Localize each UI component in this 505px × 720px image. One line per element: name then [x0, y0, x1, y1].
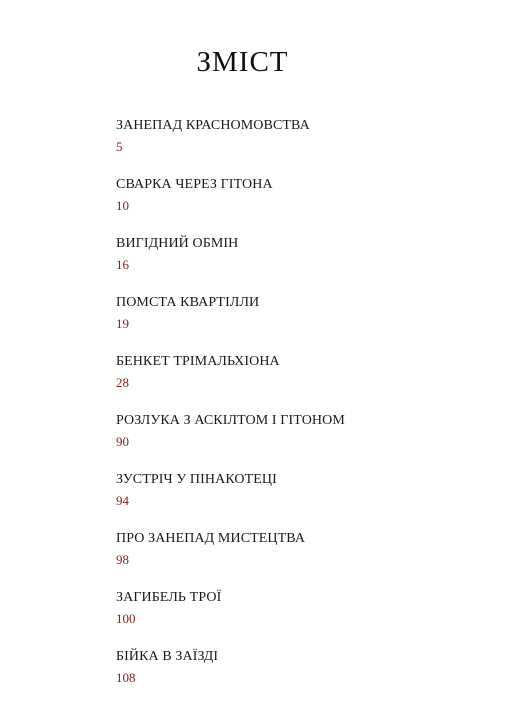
toc-entry-page-number: 16: [116, 257, 129, 272]
toc-entry-page-number: 90: [116, 434, 129, 449]
toc-entry-page-number: 5: [116, 139, 123, 154]
toc-entry-title[interactable]: ЗУСТРІЧ У ПІНАКОТЕЦІ: [116, 472, 277, 487]
toc-entry-title[interactable]: ЗАГИБЕЛЬ ТРОЇ: [116, 590, 222, 605]
toc-list: [116, 116, 476, 706]
toc-entry-title[interactable]: БЕНКЕТ ТРІМАЛЬХІОНА: [116, 354, 280, 369]
toc-entry-page-number: 98: [116, 552, 129, 567]
toc-entry[interactable]: [116, 529, 476, 588]
toc-entry-title[interactable]: ЗАНЕПАД КРАСНОМОВСТВА: [116, 118, 310, 133]
toc-entry[interactable]: [116, 293, 476, 352]
toc-entry[interactable]: [116, 588, 476, 647]
page-title: ЗМІСТ: [196, 46, 289, 78]
toc-entry[interactable]: [116, 175, 476, 234]
toc-entry-page-number: 100: [116, 611, 136, 626]
toc-entry-title[interactable]: ПОМСТА КВАРТІЛЛИ: [116, 295, 260, 310]
toc-entry-title[interactable]: ВИГІДНИЙ ОБМІН: [116, 236, 239, 251]
toc-entry-page-number: 28: [116, 375, 129, 390]
toc-entry[interactable]: [116, 470, 476, 529]
toc-entry[interactable]: [116, 234, 476, 293]
toc-entry[interactable]: [116, 411, 476, 470]
toc-entry[interactable]: [116, 647, 476, 706]
toc-entry[interactable]: [116, 116, 476, 175]
toc-entry-page-number: 10: [116, 198, 129, 213]
toc-entry-page-number: 19: [116, 316, 129, 331]
toc-entry-title[interactable]: БІЙКА В ЗАЇЗДІ: [116, 649, 219, 664]
toc-entry-page-number: 94: [116, 493, 129, 508]
toc-entry-title[interactable]: СВАРКА ЧЕРЕЗ ГІТОНА: [116, 177, 273, 192]
toc-entry-page-number: 108: [116, 670, 136, 685]
toc-entry-title[interactable]: ПРО ЗАНЕПАД МИСТЕЦТВА: [116, 531, 306, 546]
toc-entry-title[interactable]: РОЗЛУКА З АСКІЛТОМ І ГІТОНОМ: [116, 413, 345, 428]
toc-entry[interactable]: [116, 352, 476, 411]
